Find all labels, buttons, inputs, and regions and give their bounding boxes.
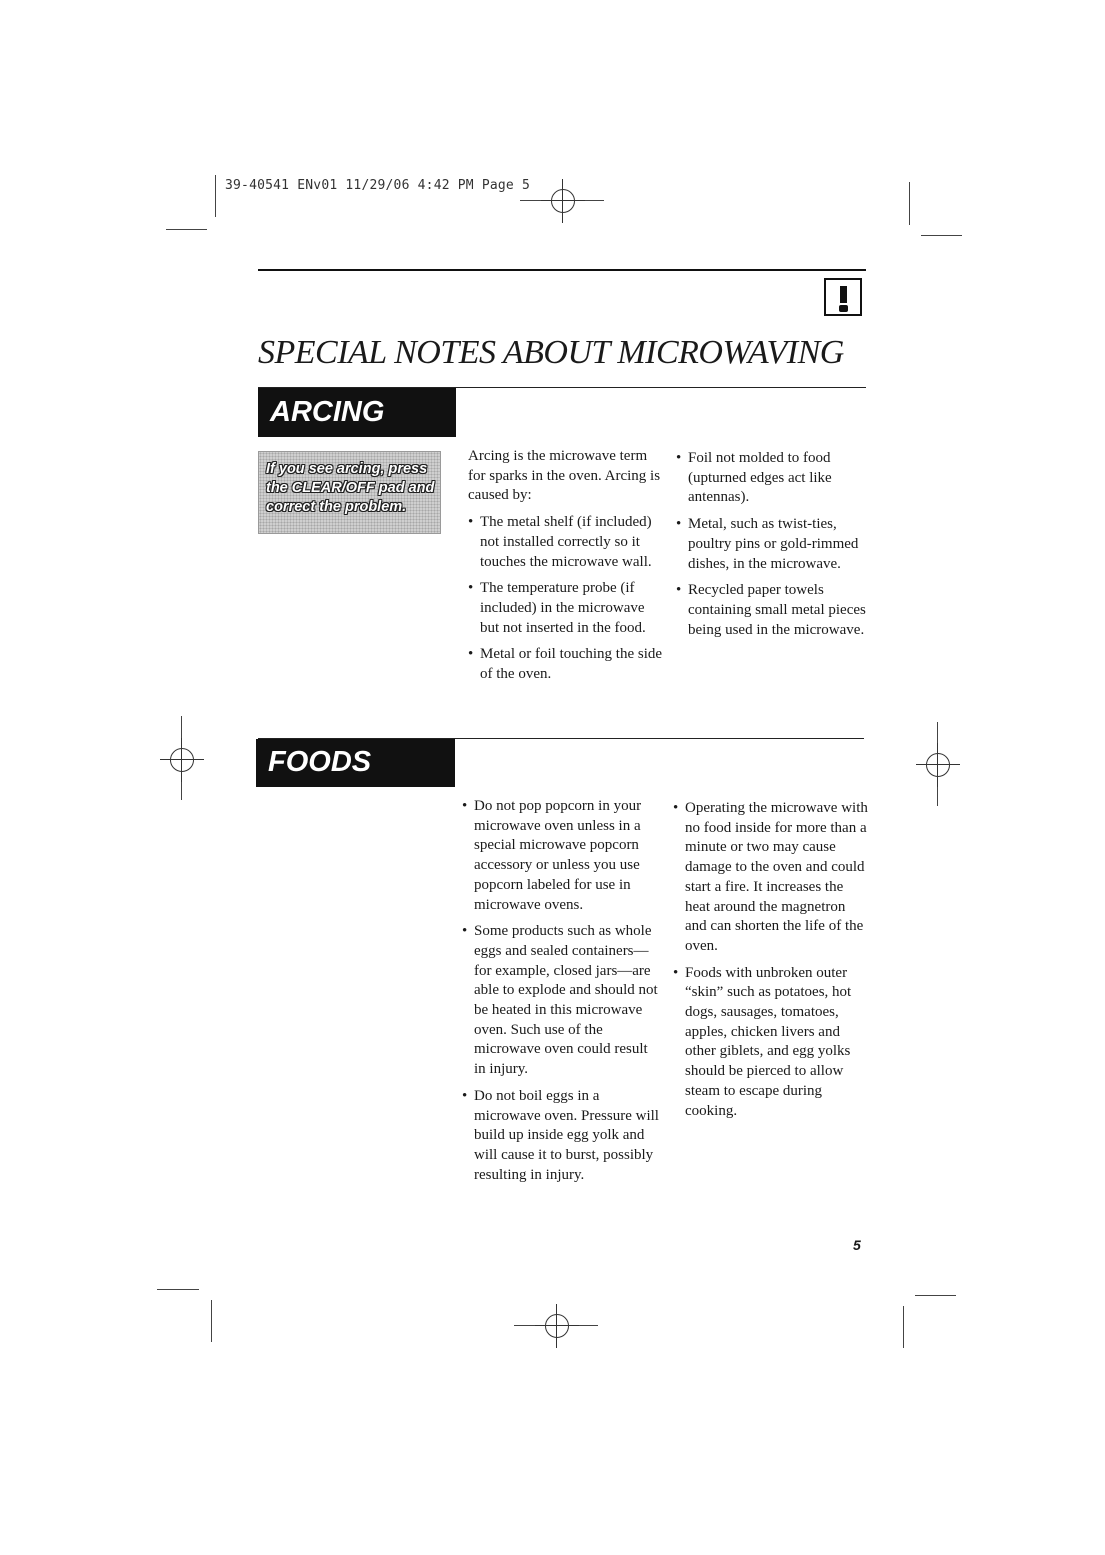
page-number: 5 bbox=[853, 1237, 861, 1253]
crop-mark bbox=[166, 229, 207, 230]
bullet-icon: • bbox=[673, 800, 679, 816]
arcing-tip-callout bbox=[258, 451, 441, 534]
exclamation-icon bbox=[824, 278, 862, 316]
list-item: • Foods with unbroken outer “skin” such as potatoes, hot dogs, sausages, tomatoes, apples, chicken livers and other giblets, and egg yolks should be pierced to allow steam to escape during cooking. bbox=[673, 964, 852, 1119]
arcing-right-column bbox=[676, 449, 866, 647]
crop-mark bbox=[903, 1306, 904, 1348]
crop-mark bbox=[211, 1300, 212, 1342]
list-item: • Metal, such as twist-ties, poultry pins or gold-rimmed dishes, in the microwave. bbox=[676, 516, 859, 572]
list-item: • The metal shelf (if included) not installed correctly so it touches the microwave wall. bbox=[468, 514, 652, 570]
header-rule bbox=[258, 269, 866, 271]
arcing-left-column bbox=[468, 447, 663, 692]
list-item: • Some products such as whole eggs and sealed containers—for example, closed jars—are able to explode and should not be heated in this microwave oven. Such use of the microwave oven could result in injury. bbox=[462, 923, 658, 1078]
bullet-icon: • bbox=[676, 516, 682, 533]
page-title: SPECIAL NOTES ABOUT MICROWAVING bbox=[258, 334, 844, 371]
foods-left-column bbox=[462, 797, 662, 1192]
bullet-icon: • bbox=[676, 450, 682, 466]
arcing-intro: Arcing is the microwave term for sparks in the oven. Arcing is caused by: bbox=[468, 448, 661, 504]
bullet-icon: • bbox=[462, 923, 468, 940]
crop-mark bbox=[915, 1295, 956, 1296]
registration-mark-icon bbox=[916, 743, 960, 787]
foods-right-column bbox=[673, 799, 868, 1128]
list-item: • Do not boil eggs in a microwave oven. Pressure will build up inside egg yolk and will cause it to burst, possibly resulting in injury. bbox=[462, 1087, 659, 1183]
list-item: • Operating the microwave with no food inside for more than a minute or two may cause damage to the oven and could start a fire. It increases the heat around the magnetron and can shorten the life of the oven. bbox=[673, 800, 868, 954]
registration-mark-icon bbox=[535, 1304, 579, 1348]
registration-mark-icon bbox=[160, 738, 204, 782]
bullet-icon: • bbox=[468, 646, 474, 663]
bullet-icon: • bbox=[676, 582, 682, 599]
print-slug: 39-40541 ENv01 11/29/06 4:42 PM Page 5 bbox=[225, 178, 531, 193]
crop-mark bbox=[909, 182, 910, 225]
crop-mark bbox=[215, 175, 216, 217]
list-item: • Recycled paper towels containing small metal pieces being used in the microwave. bbox=[676, 582, 866, 638]
crop-mark bbox=[157, 1289, 199, 1290]
registration-mark-icon bbox=[541, 179, 585, 223]
list-item: • The temperature probe (if included) in the microwave but not inserted in the food. bbox=[468, 580, 646, 636]
crop-mark bbox=[921, 235, 962, 236]
list-item: • Metal or foil touching the side of the oven. bbox=[468, 646, 663, 683]
bullet-icon: • bbox=[462, 1087, 468, 1104]
section-heading-arcing: ARCING bbox=[258, 388, 456, 437]
bullet-icon: • bbox=[462, 798, 468, 814]
bullet-icon: • bbox=[468, 580, 474, 597]
bullet-icon: • bbox=[673, 964, 679, 981]
bullet-icon: • bbox=[468, 514, 474, 531]
list-item: • Foil not molded to food (upturned edges act like antennas). bbox=[676, 450, 832, 506]
arcing-tip-text: If you see arcing, press the CLEAR/OFF pad and correct the problem. bbox=[266, 461, 435, 515]
list-item: • Do not pop popcorn in your microwave oven unless in a special microwave popcorn accessory or unless you use popcorn labeled for use in microwave ovens. bbox=[462, 798, 642, 913]
section-heading-foods: FOODS bbox=[256, 739, 455, 787]
